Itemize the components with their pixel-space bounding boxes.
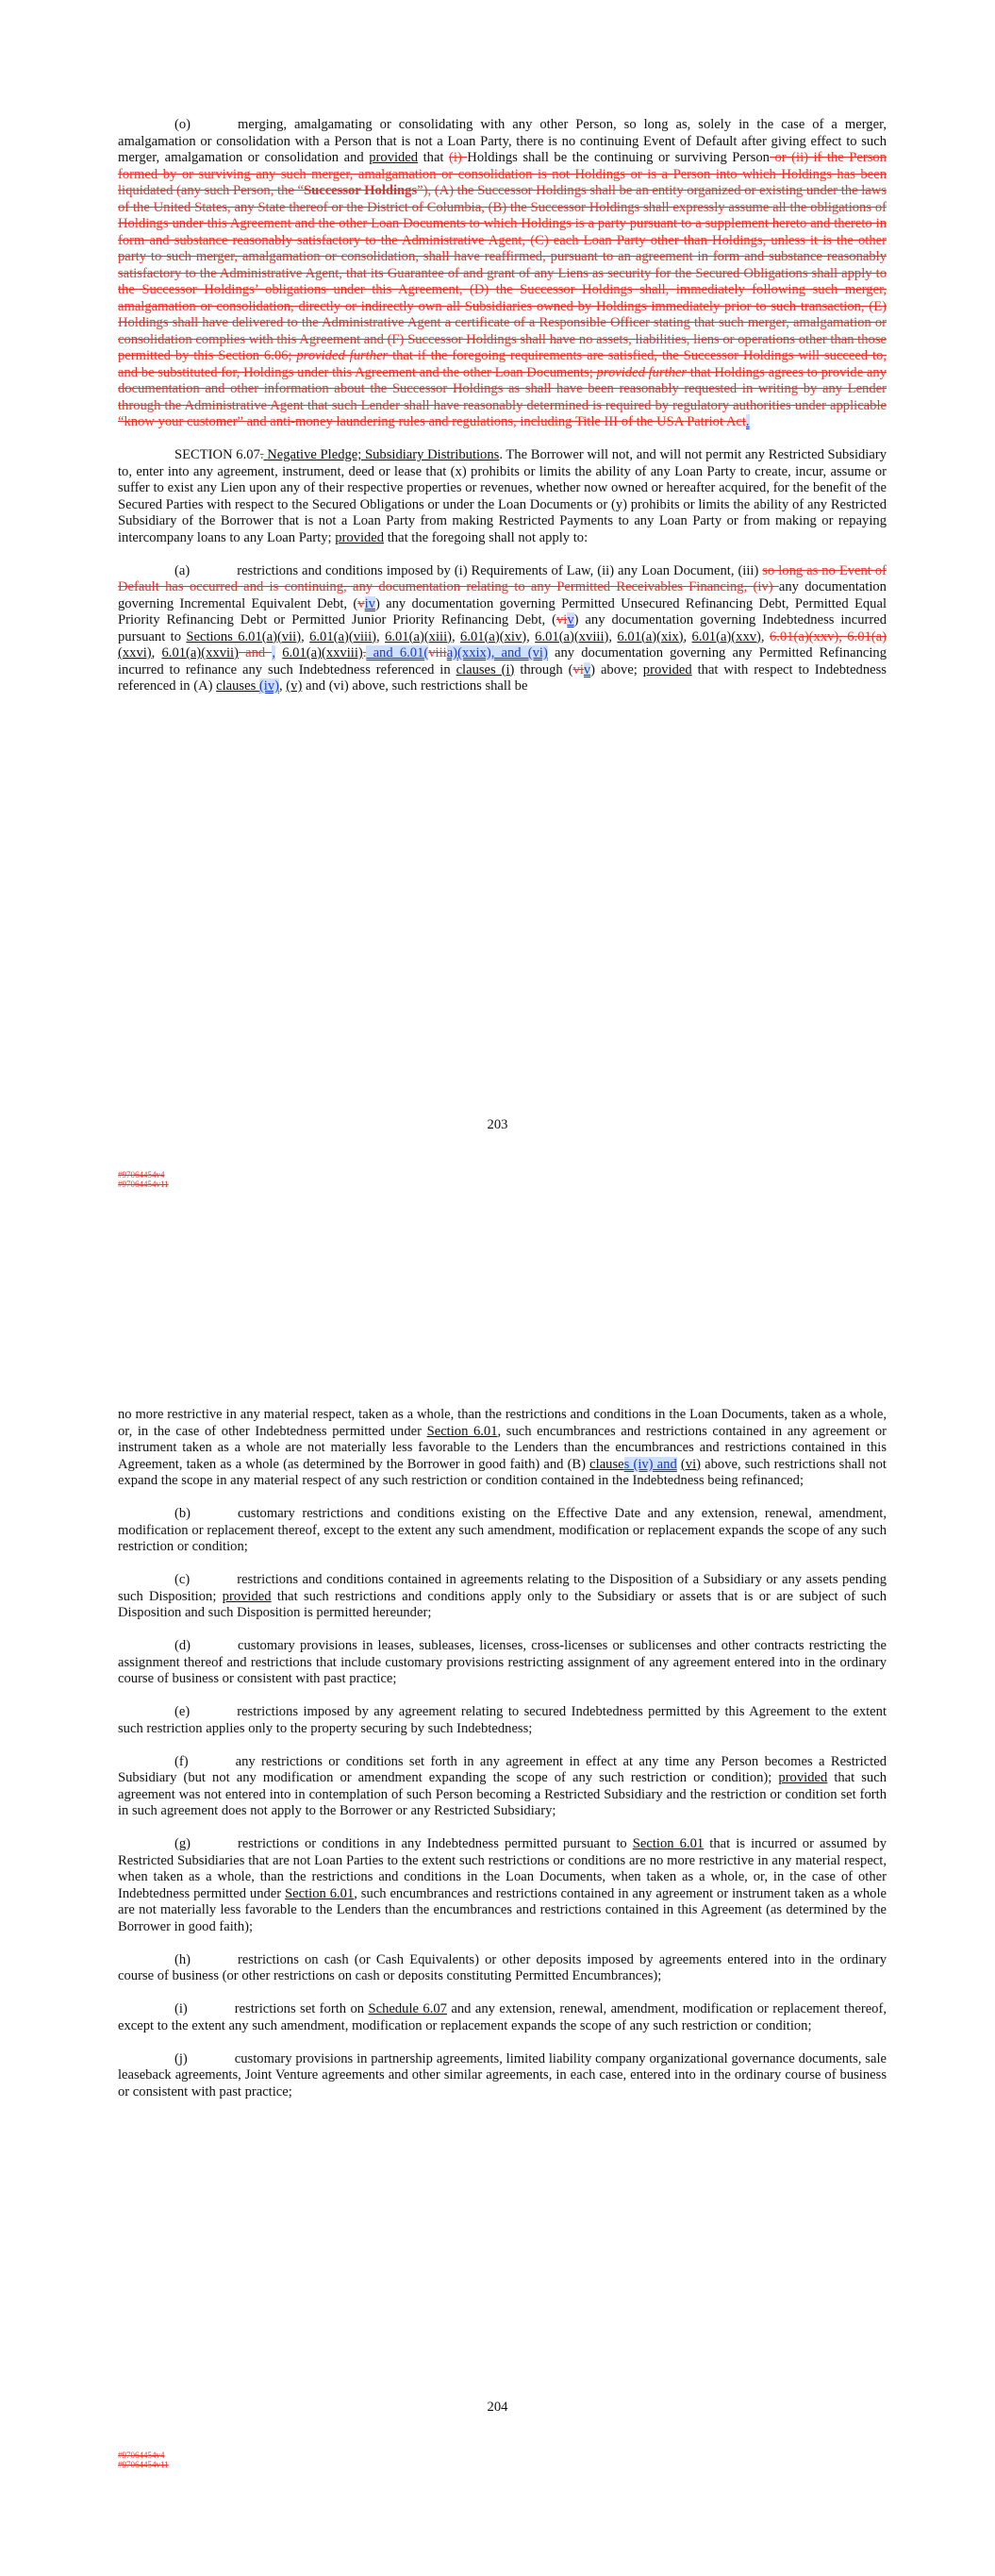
doc-id-old: #97064454v4 xyxy=(118,1170,165,1179)
page-204-body xyxy=(118,1407,887,2117)
text-run: 6.01(a)(xiv) xyxy=(460,628,527,644)
text-run: (v) xyxy=(286,678,303,694)
document-footer xyxy=(118,1170,169,1189)
text-run: or (ii) if the Person formed by or surviving any such merger, amalgamation or consolidation is not Holdings or is a Person into which Holdings has been liquidated (any such Person, the “ xyxy=(118,150,887,198)
text-run: Section 6.01 xyxy=(426,1423,498,1439)
text-run: provided further xyxy=(596,364,688,380)
text-run: merging, amalgamating or consolidating with any other Person, so long as, solely in the case of a merger, amalgamation or consolidation with a Person that is not a Loan Party, there is no continuing Event of Default after giving effect to such merger, amalgamation or consolidation and xyxy=(118,117,887,165)
text-run: (f) xyxy=(174,1753,189,1769)
text-run: Schedule 6.07 xyxy=(368,2001,447,2016)
clause-g xyxy=(118,1836,887,1935)
text-run: , xyxy=(760,628,770,644)
text-run: s (iv) and xyxy=(623,1456,677,1472)
text-run: customary provisions in partnership agreements, limited liability company organizational governance documents, sale leaseback agreements, Joint Venture agreements and other similar agreements, in each case, entered into in the ordinary course of business or consistent with past practice; xyxy=(118,2050,887,2099)
text-run: restrictions on cash (or Cash Equivalents) or other deposits imposed by agreements entered into in the ordinary course of business (or other restrictions on cash or deposits constituting Permitted Encumbrances); xyxy=(118,1951,887,1983)
text-run: restrictions and conditions contained in agreements relating to the Disposition of a Subsidiary or any assets pending such Disposition; xyxy=(118,1572,887,1604)
text-run: (i) xyxy=(174,2001,188,2016)
text-run: any documentation governing Incremental Equivalent Debt, ( xyxy=(118,579,887,611)
text-run: restrictions set forth on xyxy=(234,2001,369,2016)
text-run: above, such restrictions shall not expand the scope in any material respect of any such restriction or condition contained in the Indebtedness being refinanced; xyxy=(118,1456,887,1488)
text-run: that such restrictions and conditions apply only to the Subsidiary or assets that is or are subject of such Disposition and such Disposition is permitted hereunder; xyxy=(118,1588,887,1620)
text-run: customary restrictions and conditions existing on the Effective Date and any extension, renewal, amendment, modification or replacement thereof, except to the extent any such amendment, modification or replacement expands the scope of any such restriction or condition; xyxy=(118,1506,887,1554)
text-run: Section 6.01 xyxy=(285,1885,355,1901)
text-run: . xyxy=(362,645,367,661)
text-run: , such encumbrances and restrictions contained in any agreement or instrument taken as a whole are not materially less favorable to the Lenders than the encumbrances and restrictions contained in this Agreement, taken as a whole (as determined by the Borrower in good faith) and (B) xyxy=(118,1423,887,1472)
doc-id-new: #97064454v11 xyxy=(118,1179,169,1189)
text-run: 6.01(a)(xxvii) xyxy=(161,645,239,661)
text-run: . xyxy=(745,414,750,429)
clause-f xyxy=(118,1754,887,1820)
clause-h xyxy=(118,1952,887,1985)
text-run: provided xyxy=(335,529,385,545)
text-run: clause xyxy=(589,1456,624,1472)
text-run: , xyxy=(151,645,162,661)
text-run: Section 6.01 xyxy=(632,1836,705,1851)
text-run: (vi) xyxy=(680,1456,701,1472)
clause-e xyxy=(118,1704,887,1737)
text-run: iv xyxy=(364,595,375,611)
text-run: restrictions and conditions imposed by (i) Requirements of Law, (ii) any Loan Document, (iii) xyxy=(237,562,763,578)
doc-id-new: #97064454v11 xyxy=(118,2460,169,2469)
text-run: that the foregoing shall not apply to: xyxy=(384,529,589,545)
clause-i xyxy=(118,2001,887,2034)
text-run: vi xyxy=(572,661,584,677)
text-run: vi xyxy=(556,612,568,627)
text-run: . xyxy=(259,447,264,462)
text-run: (j) xyxy=(174,2050,188,2066)
text-run: provided xyxy=(778,1770,828,1785)
text-run: provided xyxy=(642,661,692,677)
text-run: and any extension, renewal, amendment, modification or replacement thereof, except to the extent any such amendment, modification or replacement expands the scope of any such restriction or condition; xyxy=(118,2001,887,2033)
text-run: that Holdings agrees to provide any documentation and other information about the Successor Holdings as shall have been reasonably requested in writing by any Lender through the Administrative Agent that such Lender shall have reasonably determined is required by regulatory authorities under applicable “know your customer” and anti-money laundering rules and regulations, including Title III of the USA Patriot Act xyxy=(118,364,887,429)
text-run: (d) xyxy=(174,1638,191,1653)
text-run: (b) xyxy=(174,1506,191,1521)
text-run: , xyxy=(301,628,310,644)
document-footer xyxy=(118,2451,169,2469)
text-run: provided xyxy=(369,150,419,165)
text-run: (h) xyxy=(174,1951,191,1967)
section-6-07 xyxy=(118,447,887,546)
text-run: , xyxy=(451,628,461,644)
text-run: that if the foregoing requirements are satisfied, the Successor Holdings will succeed to, and be substituted for, Holdings under this Agreement and the other Loan Documents; xyxy=(118,348,887,380)
text-run: , xyxy=(608,628,618,644)
text-run: ) any documentation governing Permitted Unsecured Refinancing Debt, Permitted Equal Priority Refinancing Debt or Permitted Junior Priority Refinancing Debt, ( xyxy=(118,595,887,627)
text-run: provided further xyxy=(296,348,389,363)
text-run: (e) xyxy=(174,1704,191,1719)
text-run: SECTION 6.07 xyxy=(174,447,260,462)
clause-a-continued xyxy=(118,1407,887,1490)
text-run: v xyxy=(583,661,591,677)
text-run: (c) xyxy=(174,1572,191,1587)
text-run: (i) xyxy=(449,150,468,165)
text-run: customary provisions in leases, subleases, licenses, cross-licenses or sublicenses and other contracts restricting the assignment thereof and restrictions that include customary provisions restricting assignment of any agreement entered into in the ordinary course of business or consistent with past practice; xyxy=(118,1638,887,1686)
text-run: ”), (A) the Successor Holdings shall be an entity organized or existing under the laws of the United States, any State thereof or the District of Columbia, (B) the Successor Holdings shall expressly assume all the obligations of Holdings under this Agreement and the other Loan Documents to which Holdings is a party pursuant to a supplement hereto and thereto in form and substance reasonably satisfactory to the Administrative Agent, (C) each Loan Party other than Holdings, unless it is the other party to such merger, amalgamation or consolidation, shall have reaffirmed, pursuant to an agreement in form and substance reasonably satisfactory to the Administrative Agent, that its Guarantee of and grant of any Liens as security for the Secured Obligations shall apply to the Successor Holdings’ obligations under this Agreement, (D) the Successor Holdings shall, immediately following such merger, amalgamation or consolidation, directly or indirectly own all Subsidiaries owned by Holdings immediately prior to such transaction, (E) Holdings shall have delivered to the Administrative Agent a certificate of a Responsible Officer stating that such merger, amalgamation or consolidation complies with this Agreement and (F) Successor Holdings shall have no assets, liabilities, liens or operations other than those permitted by this Section 6.06; xyxy=(118,183,887,363)
text-run: ) any documentation governing Indebtedness incurred pursuant to xyxy=(118,612,887,644)
text-run: that with respect to Indebtedness referenced in (A) xyxy=(118,661,887,694)
text-run: any documentation governing any Permitted Refinancing incurred to refinance any such Indebtedness referenced in xyxy=(118,645,887,677)
text-run: 6.01(a)(xxv) xyxy=(691,628,761,644)
text-run: viii xyxy=(428,645,447,661)
clause-c xyxy=(118,1572,887,1622)
text-run: and xyxy=(238,645,273,661)
page-203-body xyxy=(118,117,887,711)
text-run: Negative Pledge; Subsidiary Distributions xyxy=(267,447,500,462)
text-run: 6.01(a)(viii) xyxy=(309,628,377,644)
text-run: that is incurred or assumed by Restricted Subsidiaries that are not Loan Parties to the extent such restrictions or conditions are no more restrictive in any material respect, when taken as a whole, than the restrictions and conditions in the Loan Documents, when taken as a whole, or, in the case of other Indebtedness permitted under xyxy=(118,1836,887,1901)
text-run: provided xyxy=(222,1588,272,1604)
page-204 xyxy=(0,1288,995,2576)
text-run: ) above; xyxy=(590,661,643,677)
text-run: (iv) xyxy=(258,678,279,694)
text-run: v xyxy=(357,595,365,611)
clause-j xyxy=(118,2051,887,2101)
text-run: , xyxy=(272,645,276,661)
text-run: 6.01(a)(xxviii) xyxy=(282,645,363,661)
text-run: through ( xyxy=(514,661,573,677)
text-run: , xyxy=(526,628,536,644)
text-run: a)(xxix), and (vi) xyxy=(446,645,548,661)
text-run: (xxvi) xyxy=(118,645,152,661)
text-run: that xyxy=(418,150,449,165)
text-run: Successor Holdings xyxy=(303,183,418,198)
doc-id-old: #97064454v4 xyxy=(118,2451,165,2460)
text-run: and 6.01( xyxy=(366,645,429,661)
text-run: Sections 6.01(a)(vii) xyxy=(186,628,302,644)
text-run: , xyxy=(279,678,287,694)
text-run: so long as no Event of Default has occurred and is continuing, any documentation relating to any Permitted Receivables Financing, (iv) xyxy=(118,562,887,594)
clause-o xyxy=(118,117,887,431)
text-run: , xyxy=(683,628,692,644)
text-run: (o) xyxy=(174,117,191,132)
text-run: restrictions imposed by any agreement relating to secured Indebtedness permitted by this Agreement to the extent such restriction applies only to the property securing by such Indebtedness; xyxy=(118,1704,887,1736)
text-run: that such agreement was not entered into in contemplation of such Person becoming a Restricted Subsidiary and the restriction or condition set forth in such agreement does not apply to the Borrower or any Restricted Subsidiary; xyxy=(118,1770,887,1818)
text-run: , such encumbrances and restrictions contained in any agreement or instrument taken as a whole are not materially less favorable to the Lenders than the encumbrances and restrictions contained in this Agreement (as determined by the Borrower in good faith); xyxy=(118,1885,887,1934)
text-run: v xyxy=(567,612,574,627)
text-run: (g) xyxy=(174,1836,191,1851)
text-run: Holdings shall be the continuing or surviving Person xyxy=(467,150,770,165)
clause-d xyxy=(118,1638,887,1688)
text-run: any restrictions or conditions set forth in any agreement in effect at any time any Person becomes a Restricted Subsidiary (but not any modification or amendment expanding the scope of any such restriction or condition); xyxy=(118,1753,887,1785)
text-run: clauses (i) xyxy=(456,661,515,677)
clause-a xyxy=(118,563,887,695)
text-run: clauses xyxy=(216,678,259,694)
text-run: . The Borrower will not, and will not permit any Restricted Subsidiary to, enter into any agreement, instrument, deed or lease that (x) prohibits or limits the ability of any Loan Party to create, incur, assume or suffer to exist any Lien upon any of their respective properties or revenues, whether now owned or hereafter acquired, for the benefit of the Secured Parties with respect to the Secured Obligations or under the Loan Documents or (y) prohibits or limits the ability of any Restricted Subsidiary of the Borrower that is not a Loan Party from making Restricted Payments to any Loan Party or from making or repaying intercompany loans to any Loan Party; xyxy=(118,447,887,545)
text-run: no more restrictive in any material respect, taken as a whole, than the restrictions and conditions in the Loan Documents, taken as a whole, or, in the case of other Indebtedness permitted under xyxy=(118,1407,887,1439)
text-run: and (vi) above, such restrictions shall be xyxy=(302,678,528,694)
text-run: (a) xyxy=(174,562,191,578)
text-run: 6.01(a)(xxv), 6.01(a) xyxy=(769,628,887,644)
text-run: restrictions or conditions in any Indebtedness permitted pursuant to xyxy=(238,1836,633,1851)
page-number: 204 xyxy=(487,2400,508,2415)
clause-b xyxy=(118,1506,887,1556)
text-run: 6.01(a)(xix) xyxy=(617,628,684,644)
text-run: , xyxy=(376,628,386,644)
text-run: 6.01(a)(xviii) xyxy=(535,628,609,644)
page-number: 203 xyxy=(487,1117,508,1132)
text-run: 6.01(a)(xiii) xyxy=(385,628,452,644)
